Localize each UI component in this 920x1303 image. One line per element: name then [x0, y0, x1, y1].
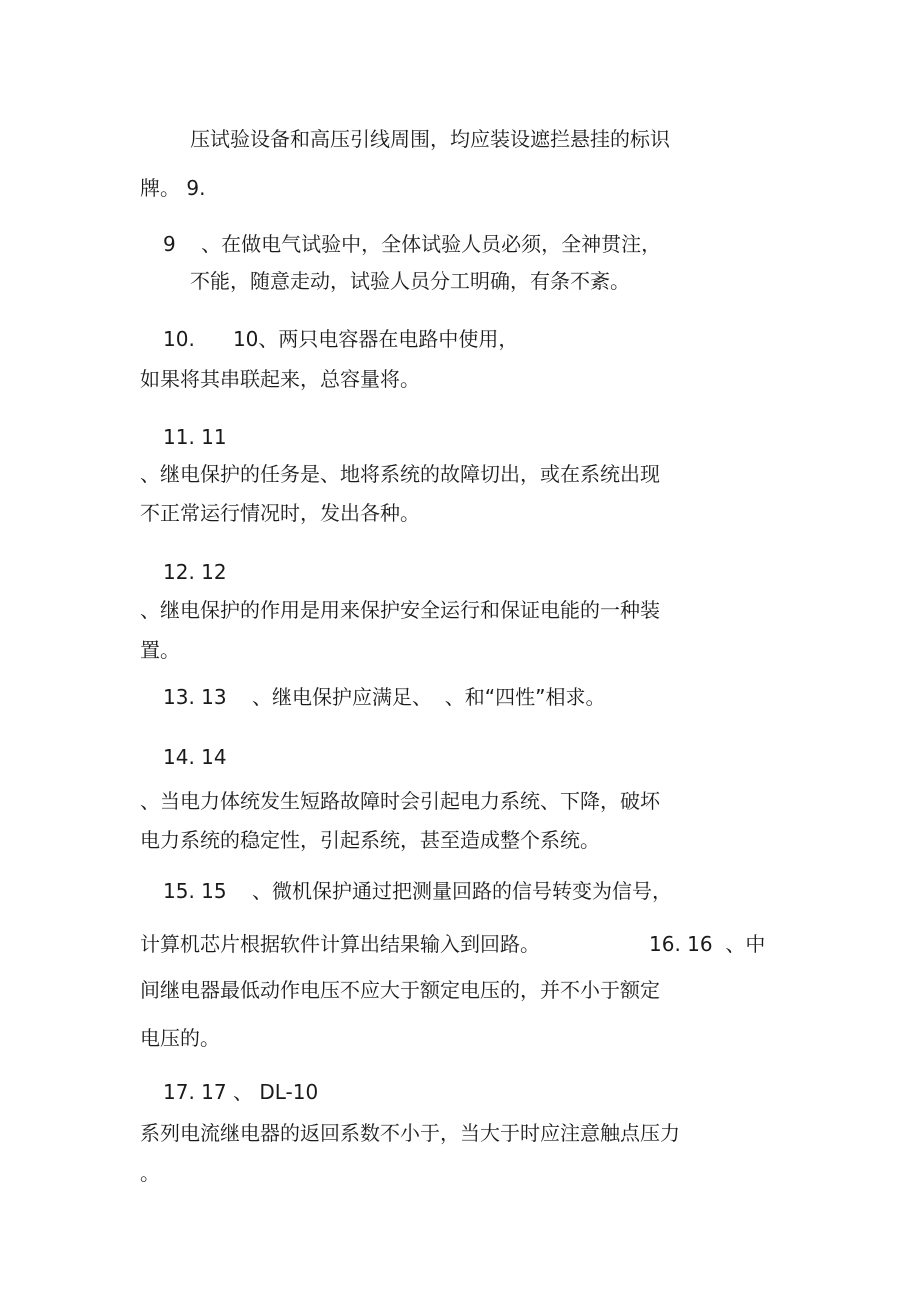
text-line: 置。	[140, 638, 180, 662]
text-line: 16. 16 、中	[649, 932, 766, 956]
text-line: 17. 17 、 DL-10	[163, 1080, 319, 1104]
text-line: 、当电力体统发生短路故障时会引起电力系统、下降，破坏	[140, 789, 660, 813]
text-line: 11. 11	[163, 425, 227, 449]
text-line: 9 、在做电气试验中，全体试验人员必须，全神贯注，	[163, 232, 662, 256]
text-line: 不正常运行情况时，发出各种。	[140, 501, 420, 525]
text-line: 10. 10、两只电容器在电路中使用，	[163, 327, 519, 351]
text-line: 电力系统的稳定性，引起系统，甚至造成整个系统。	[140, 828, 600, 852]
text-line: 14. 14	[163, 745, 227, 769]
text-line: 、继电保护的作用是用来保护安全运行和保证电能的一种装	[140, 598, 660, 622]
text-line: 电压的。	[140, 1026, 220, 1050]
text-line: 如果将其串联起来，总容量将。	[140, 367, 420, 391]
text-line: 不能，随意走动，试验人员分工明确，有条不紊。	[190, 269, 630, 293]
text-line: 12. 12	[163, 560, 227, 584]
text-line: 系列电流继电器的返回系数不小于，当大于时应注意触点压力	[140, 1121, 680, 1145]
text-line: 计算机芯片根据软件计算出结果输入到回路。	[140, 932, 540, 956]
text-line: 压试验设备和高压引线周围，均应装设遮拦悬挂的标识	[190, 127, 670, 151]
text-line: 。	[140, 1161, 160, 1185]
text-line: 15. 15 、微机保护通过把测量回路的信号转变为信号，	[163, 879, 673, 903]
text-line: 13. 13 、继电保护应满足、 、和“四性”相求。	[163, 685, 606, 709]
text-line: 牌。 9.	[140, 176, 206, 200]
text-line: 、继电保护的任务是、地将系统的故障切出，或在系统出现	[140, 462, 660, 486]
text-line: 间继电器最低动作电压不应大于额定电压的，并不小于额定	[140, 978, 660, 1002]
